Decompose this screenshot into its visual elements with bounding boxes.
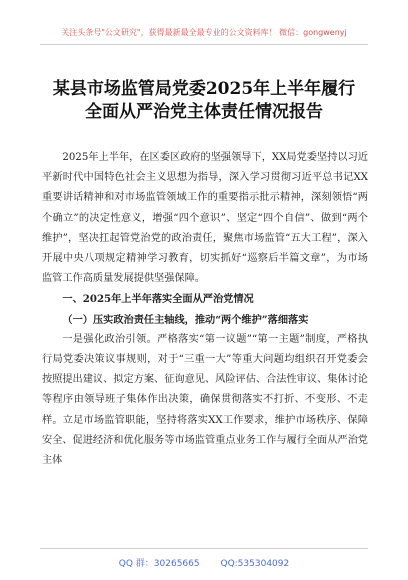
paragraph-political-guidance: 一是强化政治引领。严格落实“第一议题”“第一主题”制度，严格执行局党委决策议事规则，对于“三重一大”等重大问题均组织召开党委会按照提出建议、拟定方案、征询意见、风险评估、合法性审议、集体讨论等程序由领导班子集体作出决策，确保贯彻落实不打折、不变形、不走样。立足市场监管职能，坚持将落实XX工作要求，维护市场秩序、保障安全、促进经济和优化服务等市场监管重点业务工作与履行全面从严治党主体 (42, 333, 368, 467)
paragraph-intro: 2025年上半年，在区委区政府的坚强领导下，XX局党委坚持以习近平新时代中国特色社会主义思想为指导，深入学习贯彻习近平总书记XX重要讲话精神和对市场监管领域工作的重要指示批示精神，深刻领悟“两个确立”的决定性意义，增强“四个意识”、坚定“四个自信”、做到“两个维护”，坚决扛起管党治党的政治责任，聚焦市场监管“五大工程”，深入开展中央八项规定精神学习教育，切实抓好“巡察后半篇文章”，为市场监管工作高质量发展提供坚强保障。 (42, 152, 368, 285)
document-title (40, 78, 368, 124)
footer-qq-contact: QQ:535304092 (220, 559, 290, 569)
document-body (42, 148, 368, 471)
header-divider (40, 44, 368, 45)
section-heading-1: 一、2025年上半年落实全面从严治党情况 (62, 293, 254, 306)
title-line-2: 全面从严治党主体责任情况报告 (85, 102, 323, 122)
header-note: 关注头条号"公文研究"，获得最新最全最专业的公文资料库！ 微信：gongwenyj (61, 28, 347, 37)
footer-qq-group: QQ 群：30265665 (118, 559, 200, 569)
subsection-heading-1: （一）压实政治责任主轴线，推动“两个维护”落细落实 (62, 313, 309, 326)
footer (0, 556, 408, 569)
footer-divider (40, 548, 368, 549)
title-line-1: 某县市场监管局党委2025年上半年履行 (52, 79, 356, 99)
